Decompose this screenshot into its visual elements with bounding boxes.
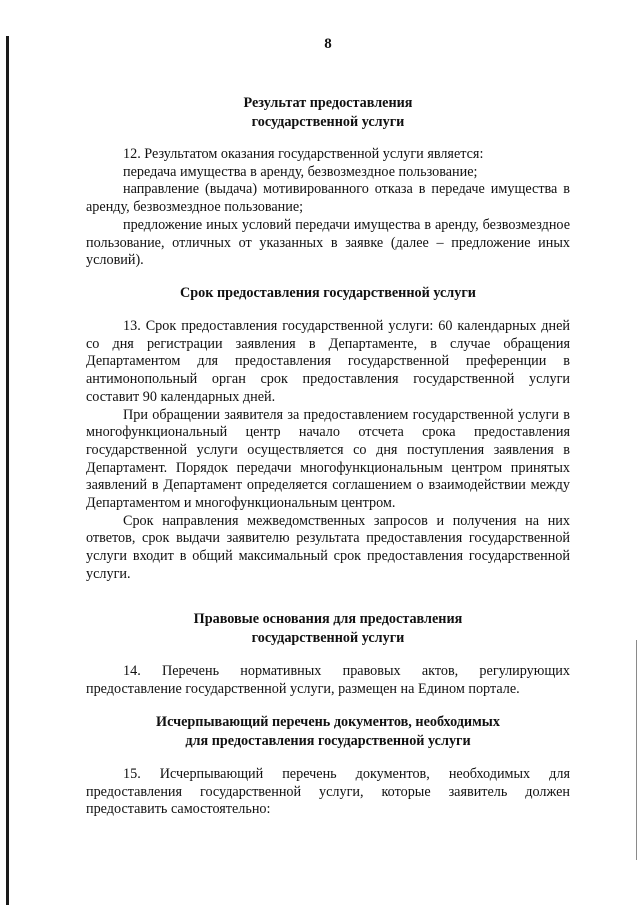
heading-line: для предоставления государственной услуги (185, 733, 471, 749)
heading-line: Правовые основания для предоставления (193, 611, 463, 627)
section-body-term (86, 318, 570, 584)
heading-line: государственной услуги (251, 114, 405, 130)
paragraph-15: 15. Исчерпывающий перечень документов, необходимых для предоставления государственной услуги, которые заявитель должен предоставить самостоятельно: (86, 766, 570, 818)
section-body-legal (86, 663, 570, 698)
paragraph-13: 13. Срок предоставления государственной услуги: 60 календарных дней со дня регистрации заявления в Департаменте, в случае обращения Департаментом для предоставления государственной преференции в антимонопольный орган срок предоставления государственной услуги составит 90 календарных дней. (86, 318, 570, 405)
section-heading-term (86, 284, 570, 303)
section-heading-legal (86, 610, 570, 648)
heading-line: государственной услуги (251, 630, 405, 646)
paragraph-mfc: При обращении заявителя за предоставлением государственной услуги в многофункциональный центр начало отсчета срока предоставления государственной услуги осуществляется со дня поступления заявления в Департамент. Порядок передачи многофункциональным центром принятых заявлений в Департамент определяется соглашением о взаимодействии между Департаментом и многофункциональным центром. (86, 406, 570, 512)
scan-left-edge (6, 36, 9, 905)
heading-line: Срок предоставления государственной услуги (180, 285, 476, 301)
heading-line: Исчерпывающий перечень документов, необходимых (156, 714, 500, 730)
section-body-result (86, 146, 570, 270)
paragraph-12: 12. Результатом оказания государственной услуги является: (123, 146, 484, 162)
list-item: направление (выдача) мотивированного отказа в передаче имущества в аренду, безвозмездное пользование; (86, 181, 570, 216)
list-item: передача имущества в аренду, безвозмездное пользование; (123, 163, 478, 180)
list-item: предложение иных условий передачи имущества в аренду, безвозмездное пользование, отличных от указанных в заявке (далее – предложение иных условий). (86, 216, 570, 269)
heading-line: Результат предоставления (243, 95, 413, 111)
paragraph-14: 14. Перечень нормативных правовых актов, регулирующих предоставление государственной услуги, размещен на Едином портале. (86, 663, 570, 697)
section-heading-result (86, 94, 570, 132)
scan-right-edge (636, 640, 637, 860)
page-number: 8 (324, 36, 332, 52)
section-heading-documents (86, 713, 570, 751)
section-body-documents (86, 766, 570, 819)
paragraph-interagency: Срок направления межведомственных запросов и получения на них ответов, срок выдачи заявителю результата предоставления государственной услуги входит в общий максимальный срок предоставления государственной услуги. (86, 512, 570, 582)
